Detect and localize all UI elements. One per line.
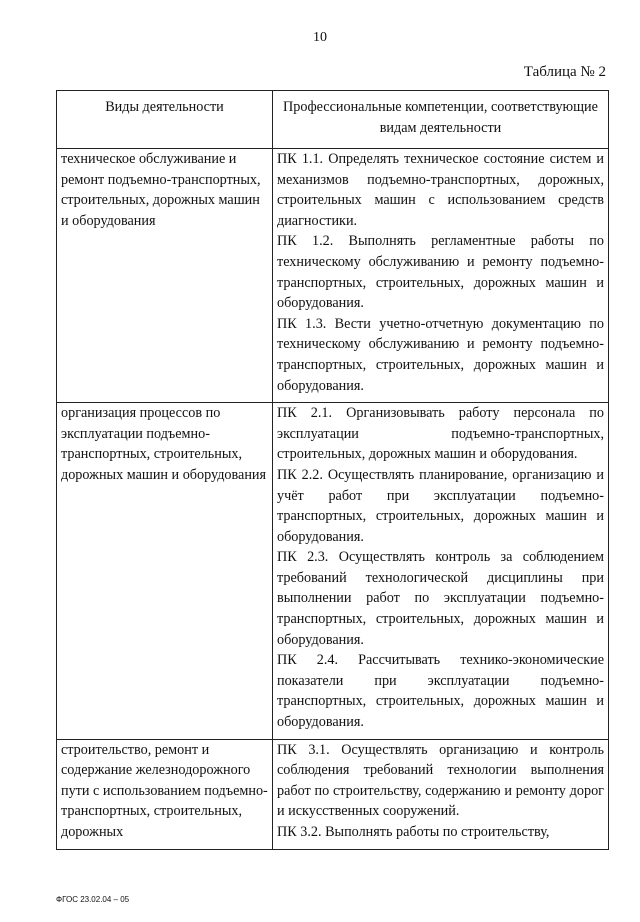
table-row — [57, 739, 609, 849]
competencies-table — [56, 90, 609, 850]
competencies-cell — [273, 739, 609, 849]
competency-item: ПК 1.3. Вести учетно-отчетную документацию по техническому обслуживанию и ремонту подъемно-транспортных, строительных, дорожных машин и оборудования. — [277, 315, 604, 394]
competency-item: ПК 3.2. Выполнять работы по строительству, — [277, 824, 550, 840]
competency-item: ПК 2.4. Рассчитывать технико-экономические показатели при эксплуатации подъемно-транспортных, строительных, дорожных машин и оборудования. — [277, 652, 604, 731]
competency-item: ПК 3.1. Осуществлять организацию и контроль соблюдения требований технологии выполнения работ по строительству, содержанию и ремонту дорог и искусственных сооружений. — [277, 741, 604, 820]
table-row — [57, 149, 609, 403]
header-competencies: Профессиональные компетенции, соответствующие видам деятельности — [273, 91, 609, 149]
activity-cell: организация процессов по эксплуатации подъемно-транспортных, строительных, дорожных машин и оборудования — [57, 403, 273, 740]
competency-item: ПК 1.1. Определять техническое состояние систем и механизмов подъемно-транспортных, дорожных, строительных машин с использованием средств диагностики. — [277, 151, 604, 229]
competency-item: ПК 2.1. Организовывать работу персонала по эксплуатации подъемно-транспортных, строительных, дорожных машин и оборудования. — [277, 405, 604, 463]
document-footer: ФГОС 23.02.04 – 05 — [56, 895, 130, 904]
activity-cell: строительство, ремонт и содержание железнодорожного пути с использованием подъемно-транспортных, строительных, дорожных — [57, 739, 273, 849]
header-activities: Виды деятельности — [57, 91, 273, 149]
competency-item: ПК 2.2. Осуществлять планирование, организацию и учёт работ при эксплуатации подъемно-транспортных, строительных, дорожных машин и оборудования. — [277, 466, 604, 545]
page-number: 10 — [313, 30, 327, 45]
table-header-row — [57, 91, 609, 149]
table-row — [57, 403, 609, 740]
activity-cell: техническое обслуживание и ремонт подъемно-транспортных, строительных, дорожных машин и оборудования — [57, 149, 273, 403]
competency-item: ПК 1.2. Выполнять регламентные работы по техническому обслуживанию и ремонту подъемно-транспортных, строительных, дорожных машин и оборудования. — [277, 233, 604, 312]
competencies-cell — [273, 403, 609, 740]
competency-item: ПК 2.3. Осуществлять контроль за соблюдением требований технологической дисциплины при выполнении работ по эксплуатации подъемно-транспортных, строительных, дорожных машин и оборудования. — [277, 549, 604, 648]
table-caption: Таблица № 2 — [523, 64, 606, 80]
competencies-cell — [273, 149, 609, 403]
